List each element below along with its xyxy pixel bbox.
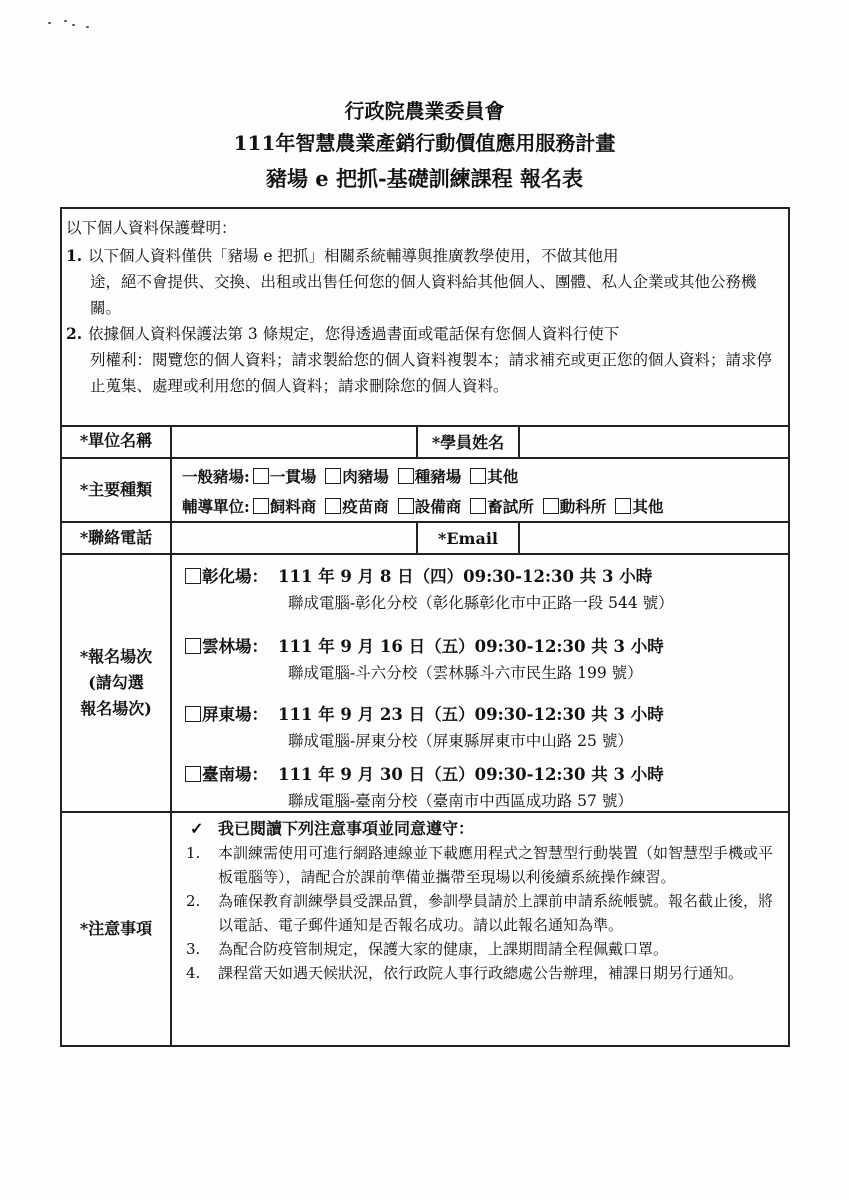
unit-name-row bbox=[62, 425, 788, 459]
option-label: 其他 bbox=[487, 467, 519, 486]
checkbox[interactable] bbox=[470, 498, 486, 514]
student-name-label: *學員姓名 bbox=[416, 425, 520, 457]
privacy-item-number: 2. bbox=[66, 324, 83, 343]
privacy-item-text-cont: 列權利：閱覽您的個人資料；請求製給您的個人資料複製本；請求補充或更正您的個人資料；請求停止蒐集、處理或利用您的個人資料；請求刪除您的個人資料。 bbox=[90, 351, 773, 395]
option-label: 種豬場 bbox=[414, 467, 462, 486]
session-date: 111 年 9 月 8 日（四）09:30-12:30 共 3 小時 bbox=[278, 567, 653, 586]
main-type-row bbox=[62, 459, 788, 523]
session-venue: 雲林場： bbox=[202, 637, 268, 656]
session-pingtung bbox=[182, 701, 782, 753]
note-text: 課程當天如遇天候狀況，依行政院人事行政總處公告辦理，補課日期另行通知。 bbox=[218, 964, 744, 982]
general-farm-prefix: 一般豬場: bbox=[182, 467, 250, 486]
notes-label: *注意事項 bbox=[62, 813, 172, 1045]
session-venue: 屏東場： bbox=[202, 705, 268, 724]
privacy-item-text-cont: 途，絕不會提供、交換、出租或出售任何您的個人資料給其他個人、團體、私人企業或其他公務機關。 bbox=[90, 273, 757, 317]
session-yunlin bbox=[182, 633, 782, 685]
checkbox[interactable] bbox=[185, 638, 201, 654]
main-type-label: *主要種類 bbox=[62, 459, 172, 521]
session-tainan bbox=[182, 761, 782, 813]
session-address: 聯成電腦-彰化分校（彰化縣彰化市中正路一段 544 號） bbox=[288, 594, 674, 612]
session-date: 111 年 9 月 23 日（五）09:30-12:30 共 3 小時 bbox=[278, 705, 664, 724]
session-date: 111 年 9 月 30 日（五）09:30-12:30 共 3 小時 bbox=[278, 765, 664, 784]
checkmark-icon: ✓ bbox=[190, 819, 204, 838]
note-item bbox=[186, 841, 782, 889]
checkbox[interactable] bbox=[253, 468, 269, 484]
support-unit-options bbox=[182, 495, 669, 517]
privacy-item-number: 1. bbox=[66, 246, 83, 265]
privacy-item-1 bbox=[66, 243, 782, 321]
session-label: *報名場次 (請勾選 報名場次) bbox=[62, 555, 172, 811]
unit-name-field[interactable] bbox=[172, 425, 416, 457]
checkbox[interactable] bbox=[253, 498, 269, 514]
session-venue: 臺南場： bbox=[202, 765, 268, 784]
note-item bbox=[186, 961, 782, 985]
checkbox[interactable] bbox=[325, 498, 341, 514]
notes-acknowledgement bbox=[186, 817, 782, 841]
note-number: 1. bbox=[186, 844, 201, 862]
session-row bbox=[62, 555, 788, 813]
note-number: 3. bbox=[186, 940, 201, 958]
notes-content bbox=[186, 817, 782, 985]
email-label: *Email bbox=[416, 523, 520, 553]
note-number: 4. bbox=[186, 964, 201, 982]
privacy-statement bbox=[62, 209, 788, 427]
contact-row bbox=[62, 523, 788, 555]
privacy-item-text: 依據個人資料保護法第 3 條規定，您得透過書面或電話保有您個人資料行使下 bbox=[88, 325, 620, 343]
general-farm-options bbox=[182, 465, 524, 487]
note-item bbox=[186, 937, 782, 961]
email-field[interactable] bbox=[520, 523, 788, 553]
session-address: 聯成電腦-臺南分校（臺南市中西區成功路 57 號） bbox=[288, 792, 633, 810]
plan-heading: 111年智慧農業產銷行動價值應用服務計畫 bbox=[233, 131, 616, 155]
org-heading: 行政院農業委員會 bbox=[344, 99, 505, 123]
student-name-field[interactable] bbox=[520, 425, 788, 457]
checkbox[interactable] bbox=[615, 498, 631, 514]
unit-name-label: *單位名稱 bbox=[62, 425, 172, 457]
privacy-item-text: 以下個人資料僅供「豬場 e 把抓」相關系統輔導與推廣教學使用，不做其他用 bbox=[88, 247, 619, 265]
option-label: 肉豬場 bbox=[342, 467, 389, 486]
session-address: 聯成電腦-屏東分校（屏東縣屏東市中山路 25 號） bbox=[288, 732, 633, 750]
session-changhua bbox=[182, 563, 782, 615]
option-label: 動科所 bbox=[559, 497, 607, 516]
checkbox[interactable] bbox=[398, 468, 414, 484]
notes-row bbox=[62, 813, 788, 1045]
checkbox[interactable] bbox=[398, 498, 414, 514]
session-venue: 彰化場： bbox=[202, 567, 268, 586]
privacy-intro: 以下個人資料保護聲明： bbox=[66, 219, 237, 237]
option-label: 疫苗商 bbox=[342, 497, 389, 516]
option-label: 其他 bbox=[632, 497, 664, 516]
note-text: 本訓練需使用可進行網路連線並下載應用程式之智慧型行動裝置（如智慧型手機或平板電腦等），請配合於課前準備並攜帶至現場以利後續系統操作練習。 bbox=[218, 844, 774, 886]
note-text: 為配合防疫管制規定，保護大家的健康，上課期間請全程佩戴口罩。 bbox=[218, 940, 669, 958]
checkbox[interactable] bbox=[470, 468, 486, 484]
option-label: 飼料商 bbox=[269, 497, 317, 516]
option-label: 設備商 bbox=[414, 497, 462, 516]
support-unit-prefix: 輔導單位: bbox=[182, 497, 250, 516]
notes-ack-text: 我已閱讀下列注意事項並同意遵守： bbox=[218, 819, 475, 838]
checkbox[interactable] bbox=[543, 498, 559, 514]
checkbox[interactable] bbox=[325, 468, 341, 484]
session-date: 111 年 9 月 16 日（五）09:30-12:30 共 3 小時 bbox=[278, 637, 664, 656]
checkbox[interactable] bbox=[185, 706, 201, 722]
option-label: 一貫場 bbox=[269, 467, 317, 486]
privacy-item-2 bbox=[66, 321, 782, 399]
session-address: 聯成電腦-斗六分校（雲林縣斗六市民生路 199 號） bbox=[288, 664, 643, 682]
phone-label: *聯絡電話 bbox=[62, 523, 172, 553]
note-text: 為確保教育訓練學員受課品質，參訓學員請於上課前申請系統帳號。報名截止後，將以電話、電子郵件通知是否報名成功。請以此報名通知為準。 bbox=[218, 892, 774, 934]
note-number: 2. bbox=[186, 892, 201, 910]
registration-form bbox=[60, 207, 790, 1047]
note-item bbox=[186, 889, 782, 937]
option-label: 畜試所 bbox=[487, 497, 534, 516]
phone-field[interactable] bbox=[172, 523, 416, 553]
form-title: 豬場 e 把抓-基礎訓練課程 報名表 bbox=[265, 166, 583, 191]
checkbox[interactable] bbox=[185, 766, 201, 782]
checkbox[interactable] bbox=[185, 568, 201, 584]
